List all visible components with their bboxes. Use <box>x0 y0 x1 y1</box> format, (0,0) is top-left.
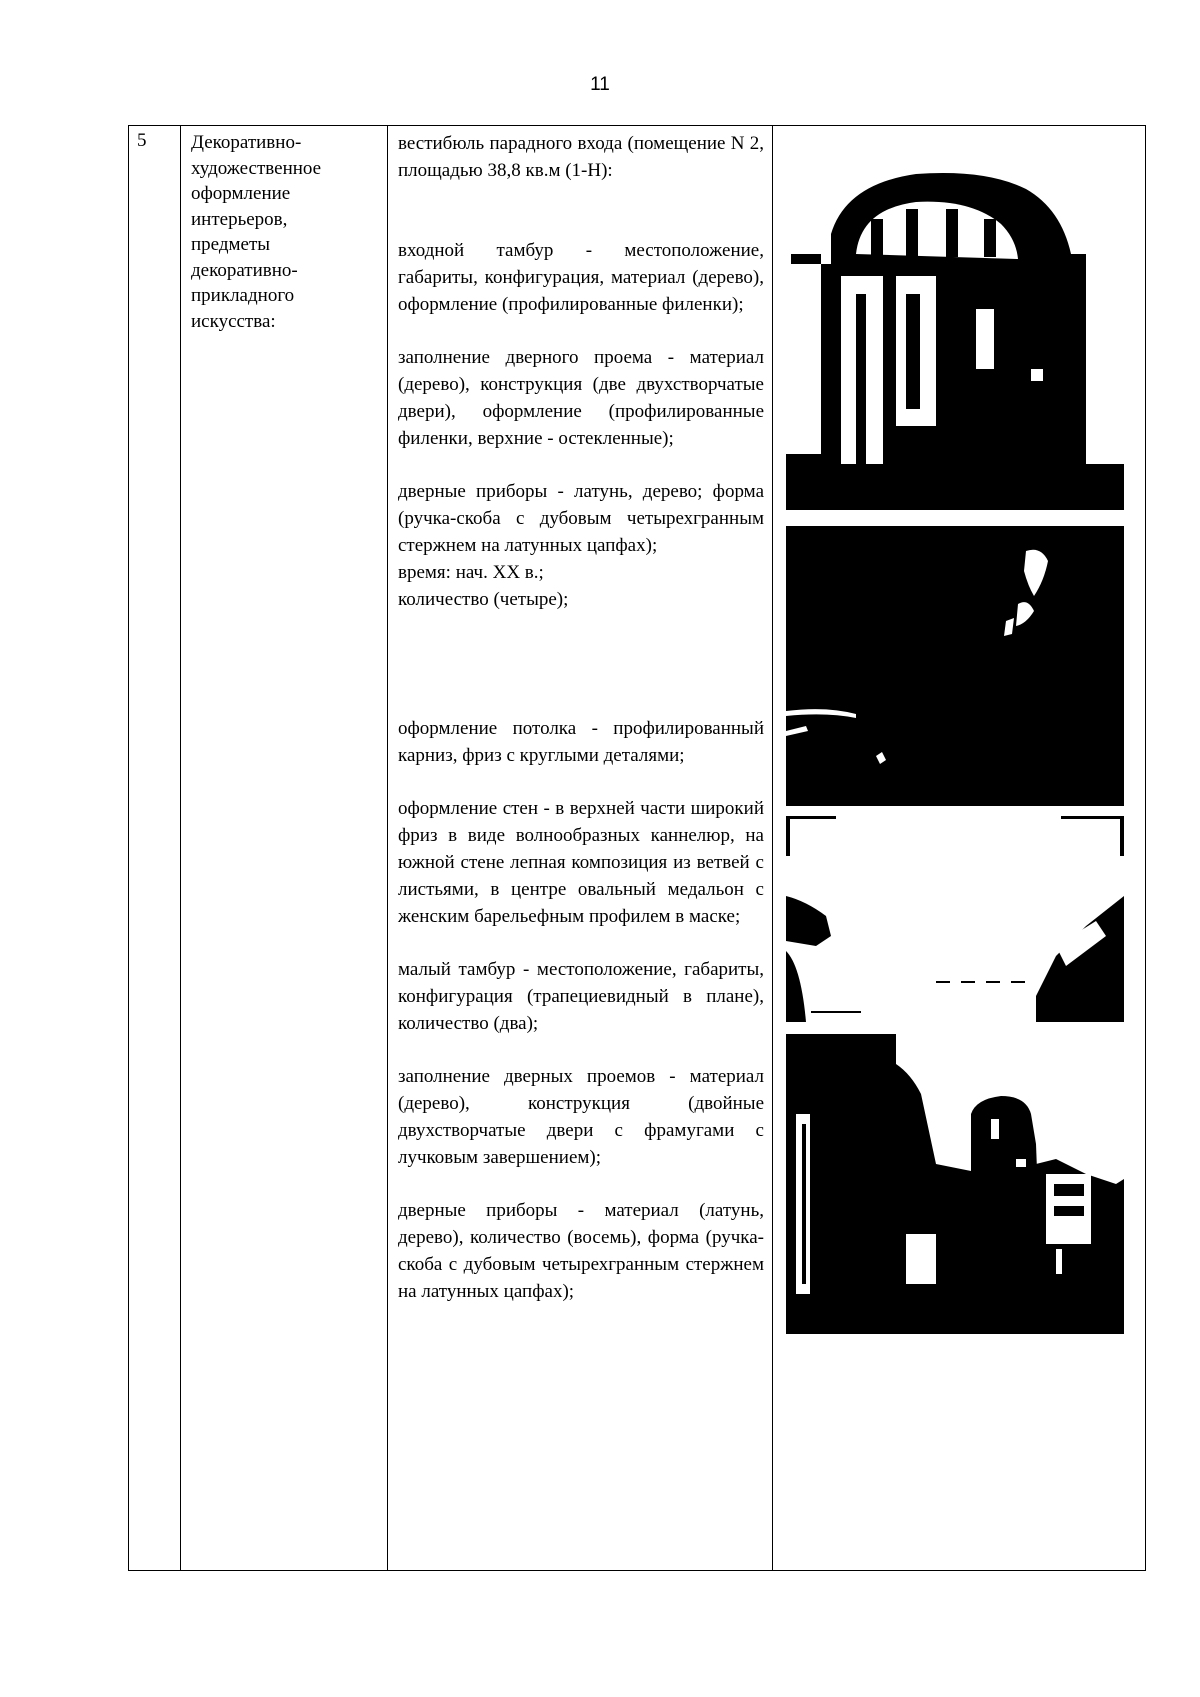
row-title: Декоративно-художественное оформление интерьеров, предметы декоративно-прикладного искусства: <box>191 132 322 332</box>
desc-paragraph: заполнение дверных проемов - материал (дерево), конструкция (двойные двухстворчатые двери с фрамугами с лучковым завершением); <box>398 1066 764 1168</box>
row-description <box>398 130 764 1305</box>
desc-paragraph: количество (четыре); <box>398 589 569 610</box>
photo-entrance-vestibule <box>786 164 1124 510</box>
desc-paragraph: дверные приборы - материал (латунь, дерево), количество (восемь), форма (ручка-скоба с дубовым четырехгранным стержнем на латунных цапфах); <box>398 1200 764 1302</box>
desc-paragraph: оформление потолка - профилированный карниз, фриз с круглыми деталями; <box>398 718 764 766</box>
row-number: 5 <box>137 130 147 151</box>
desc-paragraph: дверные приборы - латунь, дерево; форма (ручка-скоба с дубовым четырехгранным стержнем на латунных цапфах); <box>398 481 764 556</box>
desc-paragraph: входной тамбур - местоположение, габариты, конфигурация, материал (дерево), оформление (профилированные филенки); <box>398 240 764 315</box>
desc-paragraph: заполнение дверного проема - материал (дерево), конструкция (две двухстворчатые двери), оформление (профилированные филенки, верхние - остекленные); <box>398 347 764 449</box>
desc-paragraph: время: нач. XX в.; <box>398 562 544 583</box>
page-number: 11 <box>590 74 610 95</box>
column-divider <box>772 126 773 1570</box>
desc-paragraph: вестибюль парадного входа (помещение N 2, площадью 38,8 кв.м (1-Н): <box>398 133 764 181</box>
desc-paragraph: оформление стен - в верхней части широкий фриз в виде волнообразных каннелюр, на южной стене лепная композиция из ветвей с листьями, в центре овальный медальон с женским барельефным профилем в маске; <box>398 798 764 927</box>
heritage-table <box>128 125 1146 1571</box>
column-divider <box>180 126 181 1570</box>
photo-ceiling-frieze <box>786 816 1124 1022</box>
desc-paragraph: малый тамбур - местоположение, габариты, конфигурация (трапециевидный в плане), количество (два); <box>398 959 764 1034</box>
column-divider <box>387 126 388 1570</box>
photo-small-vestibule <box>786 1034 1124 1334</box>
photo-door-handle <box>786 526 1124 806</box>
